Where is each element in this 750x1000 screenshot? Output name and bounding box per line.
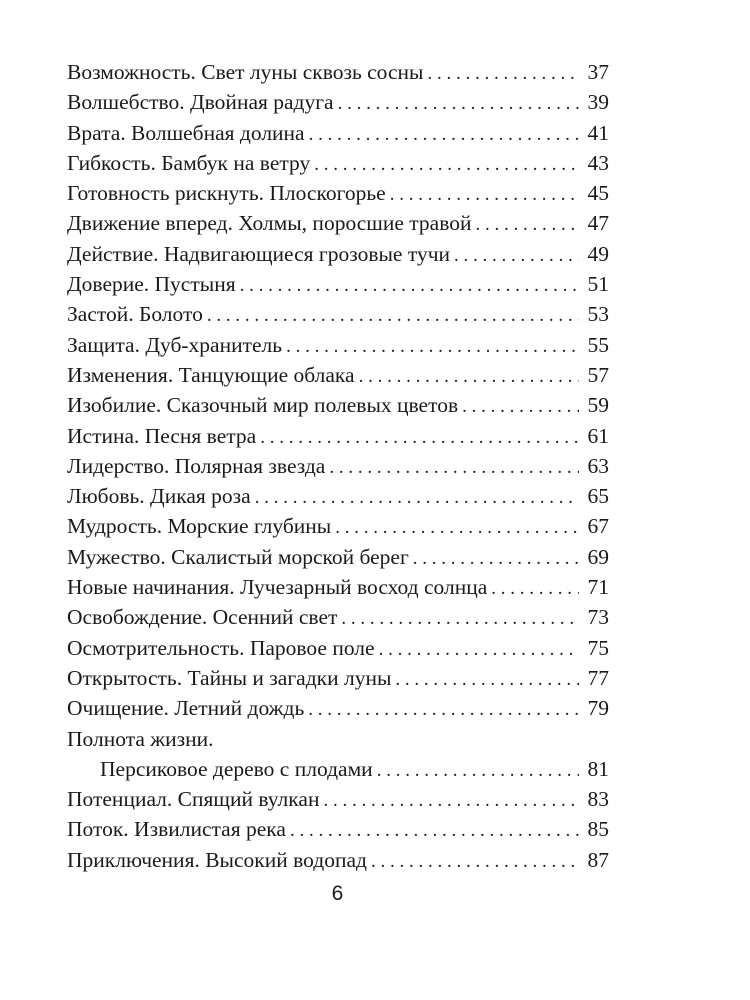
dot-leader (207, 301, 579, 331)
dot-leader (314, 150, 579, 180)
dot-leader (308, 695, 579, 725)
toc-entry (67, 208, 609, 238)
dot-leader (329, 453, 579, 483)
dot-leader (341, 604, 579, 634)
toc-entry-page: 75 (587, 635, 609, 660)
toc-entry (67, 118, 609, 148)
toc-entry-page: 57 (587, 362, 609, 387)
toc-entry (67, 148, 609, 178)
toc-entry (67, 299, 609, 329)
toc-entry (67, 754, 609, 784)
toc-entry-page: 53 (587, 302, 609, 327)
dot-leader (371, 847, 579, 877)
dot-leader (240, 271, 579, 301)
toc-entry-page: 87 (587, 847, 609, 872)
toc-entry-page: 59 (587, 393, 609, 418)
toc-entry-title: Лидерство. Полярная звезда (67, 453, 326, 478)
toc-entry-page: 43 (587, 150, 609, 175)
toc-entry-title: Осмотрительность. Паровое поле (67, 635, 375, 660)
toc-entry (67, 784, 609, 814)
toc-entry-title: Волшебство. Двойная радуга (67, 90, 334, 115)
toc-entry-title: Персиковое дерево с плодами (100, 756, 373, 781)
toc-entry (67, 390, 609, 420)
toc-entry (67, 421, 609, 451)
toc-entry (67, 178, 609, 208)
toc-entry-title: Мужество. Скалистый морской берег (67, 544, 409, 569)
toc-entry-page: 37 (587, 60, 609, 84)
toc-entry-title: Действие. Надвигающиеся грозовые тучи (67, 241, 451, 266)
toc-entry-title: Доверие. Пустыня (67, 272, 236, 297)
toc-entry-page: 85 (587, 817, 609, 842)
toc-entry-page: 65 (587, 484, 609, 509)
dot-leader (379, 635, 579, 665)
toc-entry-page: 39 (587, 90, 609, 115)
dot-leader (462, 392, 579, 422)
toc-entry-page: 71 (587, 575, 609, 600)
toc-entry (67, 814, 609, 844)
dot-leader (359, 362, 579, 392)
toc-entry-page: 51 (587, 272, 609, 297)
toc-entry-title: Новые начинания. Лучезарный восход солнца (67, 575, 488, 600)
toc-entry-page: 63 (587, 453, 609, 478)
toc-entry (67, 87, 609, 117)
dot-leader (377, 756, 579, 786)
toc-entry-title: Движение вперед. Холмы, поросшие травой (67, 211, 472, 236)
dot-leader (338, 89, 579, 119)
toc-entry (67, 269, 609, 299)
toc-entry (67, 451, 609, 481)
dot-leader (491, 574, 579, 604)
toc-entry-title: Изменения. Танцующие облака (67, 362, 355, 387)
toc-entry-page: 45 (587, 181, 609, 206)
dot-leader (260, 423, 579, 453)
toc-entry-title: Полнота жизни. (67, 726, 214, 751)
dot-leader (286, 332, 579, 362)
toc-entry-page: 69 (587, 544, 609, 569)
toc-entry-title: Поток. Извилистая река (67, 817, 286, 842)
toc-entry (67, 360, 609, 390)
dot-leader (309, 120, 579, 150)
toc-entry-title: Возможность. Свет луны сквозь сосны (67, 60, 424, 84)
toc-entry-page: 47 (587, 211, 609, 236)
toc-entry-title: Готовность рискнуть. Плоскогорье (67, 181, 386, 206)
dot-leader (475, 210, 579, 240)
dot-leader (427, 59, 579, 89)
dot-leader (390, 180, 579, 210)
dot-leader (454, 241, 579, 271)
toc-entry-title: Любовь. Дикая роза (67, 484, 251, 509)
toc-entry (67, 511, 609, 541)
toc-entry (67, 845, 609, 875)
toc-entry-title: Потенциал. Спящий вулкан (67, 787, 320, 812)
toc-entry-title: Застой. Болото (67, 302, 203, 327)
dot-leader (413, 544, 579, 574)
toc-entry-title: Открытость. Тайны и загадки луны (67, 665, 392, 690)
toc-entry (67, 602, 609, 632)
dot-leader (323, 786, 579, 816)
toc-entry (67, 57, 609, 87)
toc-entry (67, 542, 609, 572)
toc-entry-title: Защита. Дуб-хранитель (67, 332, 283, 357)
toc-entry-page: 61 (587, 423, 609, 448)
toc-entry-page: 41 (587, 120, 609, 145)
dot-leader (395, 665, 579, 695)
toc-entry (67, 633, 609, 663)
toc-entry (67, 481, 609, 511)
toc-entry-title: Изобилие. Сказочный мир полевых цветов (67, 393, 459, 418)
toc-entry-title: Освобождение. Осенний свет (67, 605, 338, 630)
toc-entry-page: 83 (587, 787, 609, 812)
dot-leader (255, 483, 579, 513)
toc-entry-title: Очищение. Летний дождь (67, 696, 305, 721)
toc-entry-page: 55 (587, 332, 609, 357)
toc-entry-title: Врата. Волшебная долина (67, 120, 305, 145)
toc-entry-page: 49 (587, 241, 609, 266)
table-of-contents (67, 57, 609, 875)
dot-leader (290, 816, 579, 846)
toc-entry-page: 73 (587, 605, 609, 630)
toc-entry (67, 663, 609, 693)
toc-entry-page: 77 (587, 665, 609, 690)
toc-entry (67, 239, 609, 269)
toc-entry (67, 693, 609, 723)
toc-entry-page: 67 (587, 514, 609, 539)
toc-entry-title: Гибкость. Бамбук на ветру (67, 150, 311, 175)
toc-entry-page: 79 (587, 696, 609, 721)
toc-entry-title: Приключения. Высокий водопад (67, 847, 367, 872)
toc-entry-title: Истина. Песня ветра (67, 423, 257, 448)
toc-entry (67, 330, 609, 360)
dot-leader (335, 513, 579, 543)
page-number: 6 (331, 882, 344, 905)
toc-entry-title: Мудрость. Морские глубины (67, 514, 332, 539)
toc-entry (67, 572, 609, 602)
toc-entry-page: 81 (587, 756, 609, 781)
toc-entry-heading (67, 724, 609, 754)
